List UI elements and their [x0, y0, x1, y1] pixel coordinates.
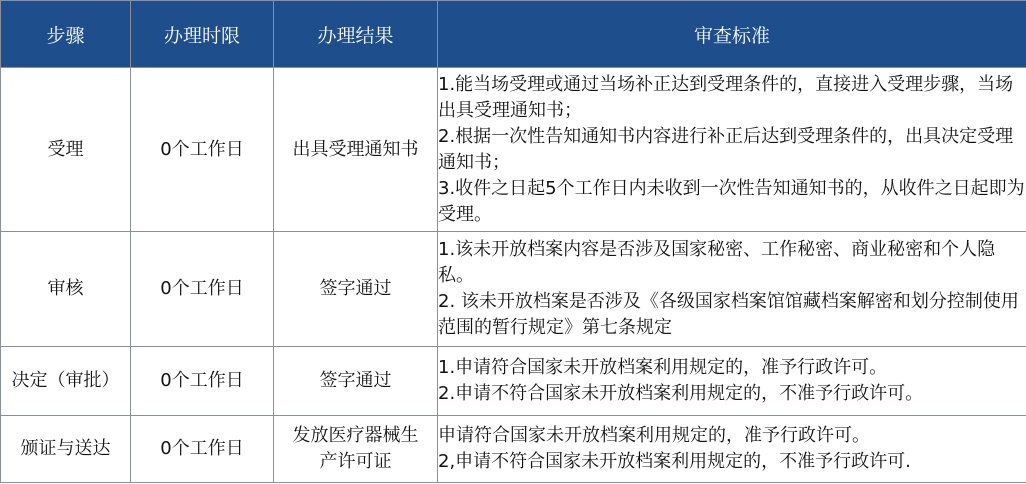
- standard-line: 3.收件之日起5个工作日内未收到一次性告知通知书的，从收件之日起即为受理。: [438, 177, 1025, 225]
- time-limit-cell: 0个工作日: [131, 232, 274, 347]
- header-time-limit: 办理时限: [131, 1, 274, 68]
- standard-cell: [438, 416, 1026, 483]
- table-row: [1, 68, 1026, 232]
- standard-line: 1.该未开放档案内容是否涉及国家秘密、工作秘密、商业秘密和个人隐私。: [438, 239, 996, 286]
- header-step: 步骤: [1, 1, 131, 68]
- standard-cell: [438, 232, 1026, 347]
- standard-line: 2,申请不符合国家未开放档案利用规定的，不准予行政许可.: [438, 451, 911, 472]
- table-row: [1, 416, 1026, 483]
- standard-cell: [438, 347, 1026, 416]
- step-cell: 颁证与送达: [1, 416, 131, 483]
- header-row: [1, 1, 1026, 68]
- table-row: [1, 232, 1026, 347]
- step-cell: 受理: [1, 68, 131, 232]
- standard-line: 1.能当场受理或通过当场补正达到受理条件的，直接进入受理步骤，当场出具受理通知书；: [438, 73, 1014, 121]
- result-cell: 出具受理通知书: [274, 68, 438, 232]
- time-limit-cell: 0个工作日: [131, 347, 274, 416]
- step-cell: 决定（审批）: [1, 347, 131, 416]
- standard-line: 申请符合国家未开放档案利用规定的，准予行政许可。: [438, 425, 870, 446]
- result-cell: 签字通过: [274, 232, 438, 347]
- standard-line: 2.申请不符合国家未开放档案利用规定的，不准予行政许可。: [438, 383, 924, 404]
- result-cell: 发放医疗器械生产许可证: [274, 416, 438, 483]
- header-result: 办理结果: [274, 1, 438, 68]
- time-limit-cell: 0个工作日: [131, 68, 274, 232]
- standard-cell: [438, 68, 1026, 232]
- result-cell: 签字通过: [274, 347, 438, 416]
- step-cell: 审核: [1, 232, 131, 347]
- time-limit-cell: 0个工作日: [131, 416, 274, 483]
- standard-line: 2.根据一次性告知通知书内容进行补正后达到受理条件的，出具决定受理通知书；: [438, 125, 1014, 173]
- table-row: [1, 347, 1026, 416]
- standard-line: 1.申请符合国家未开放档案利用规定的，准予行政许可。: [438, 357, 888, 378]
- standard-line: 2. 该未开放档案是否涉及《各级国家档案馆馆藏档案解密和划分控制使用范围的暂行规定》第七条规定: [438, 291, 1019, 338]
- header-standard: 审查标准: [438, 1, 1026, 68]
